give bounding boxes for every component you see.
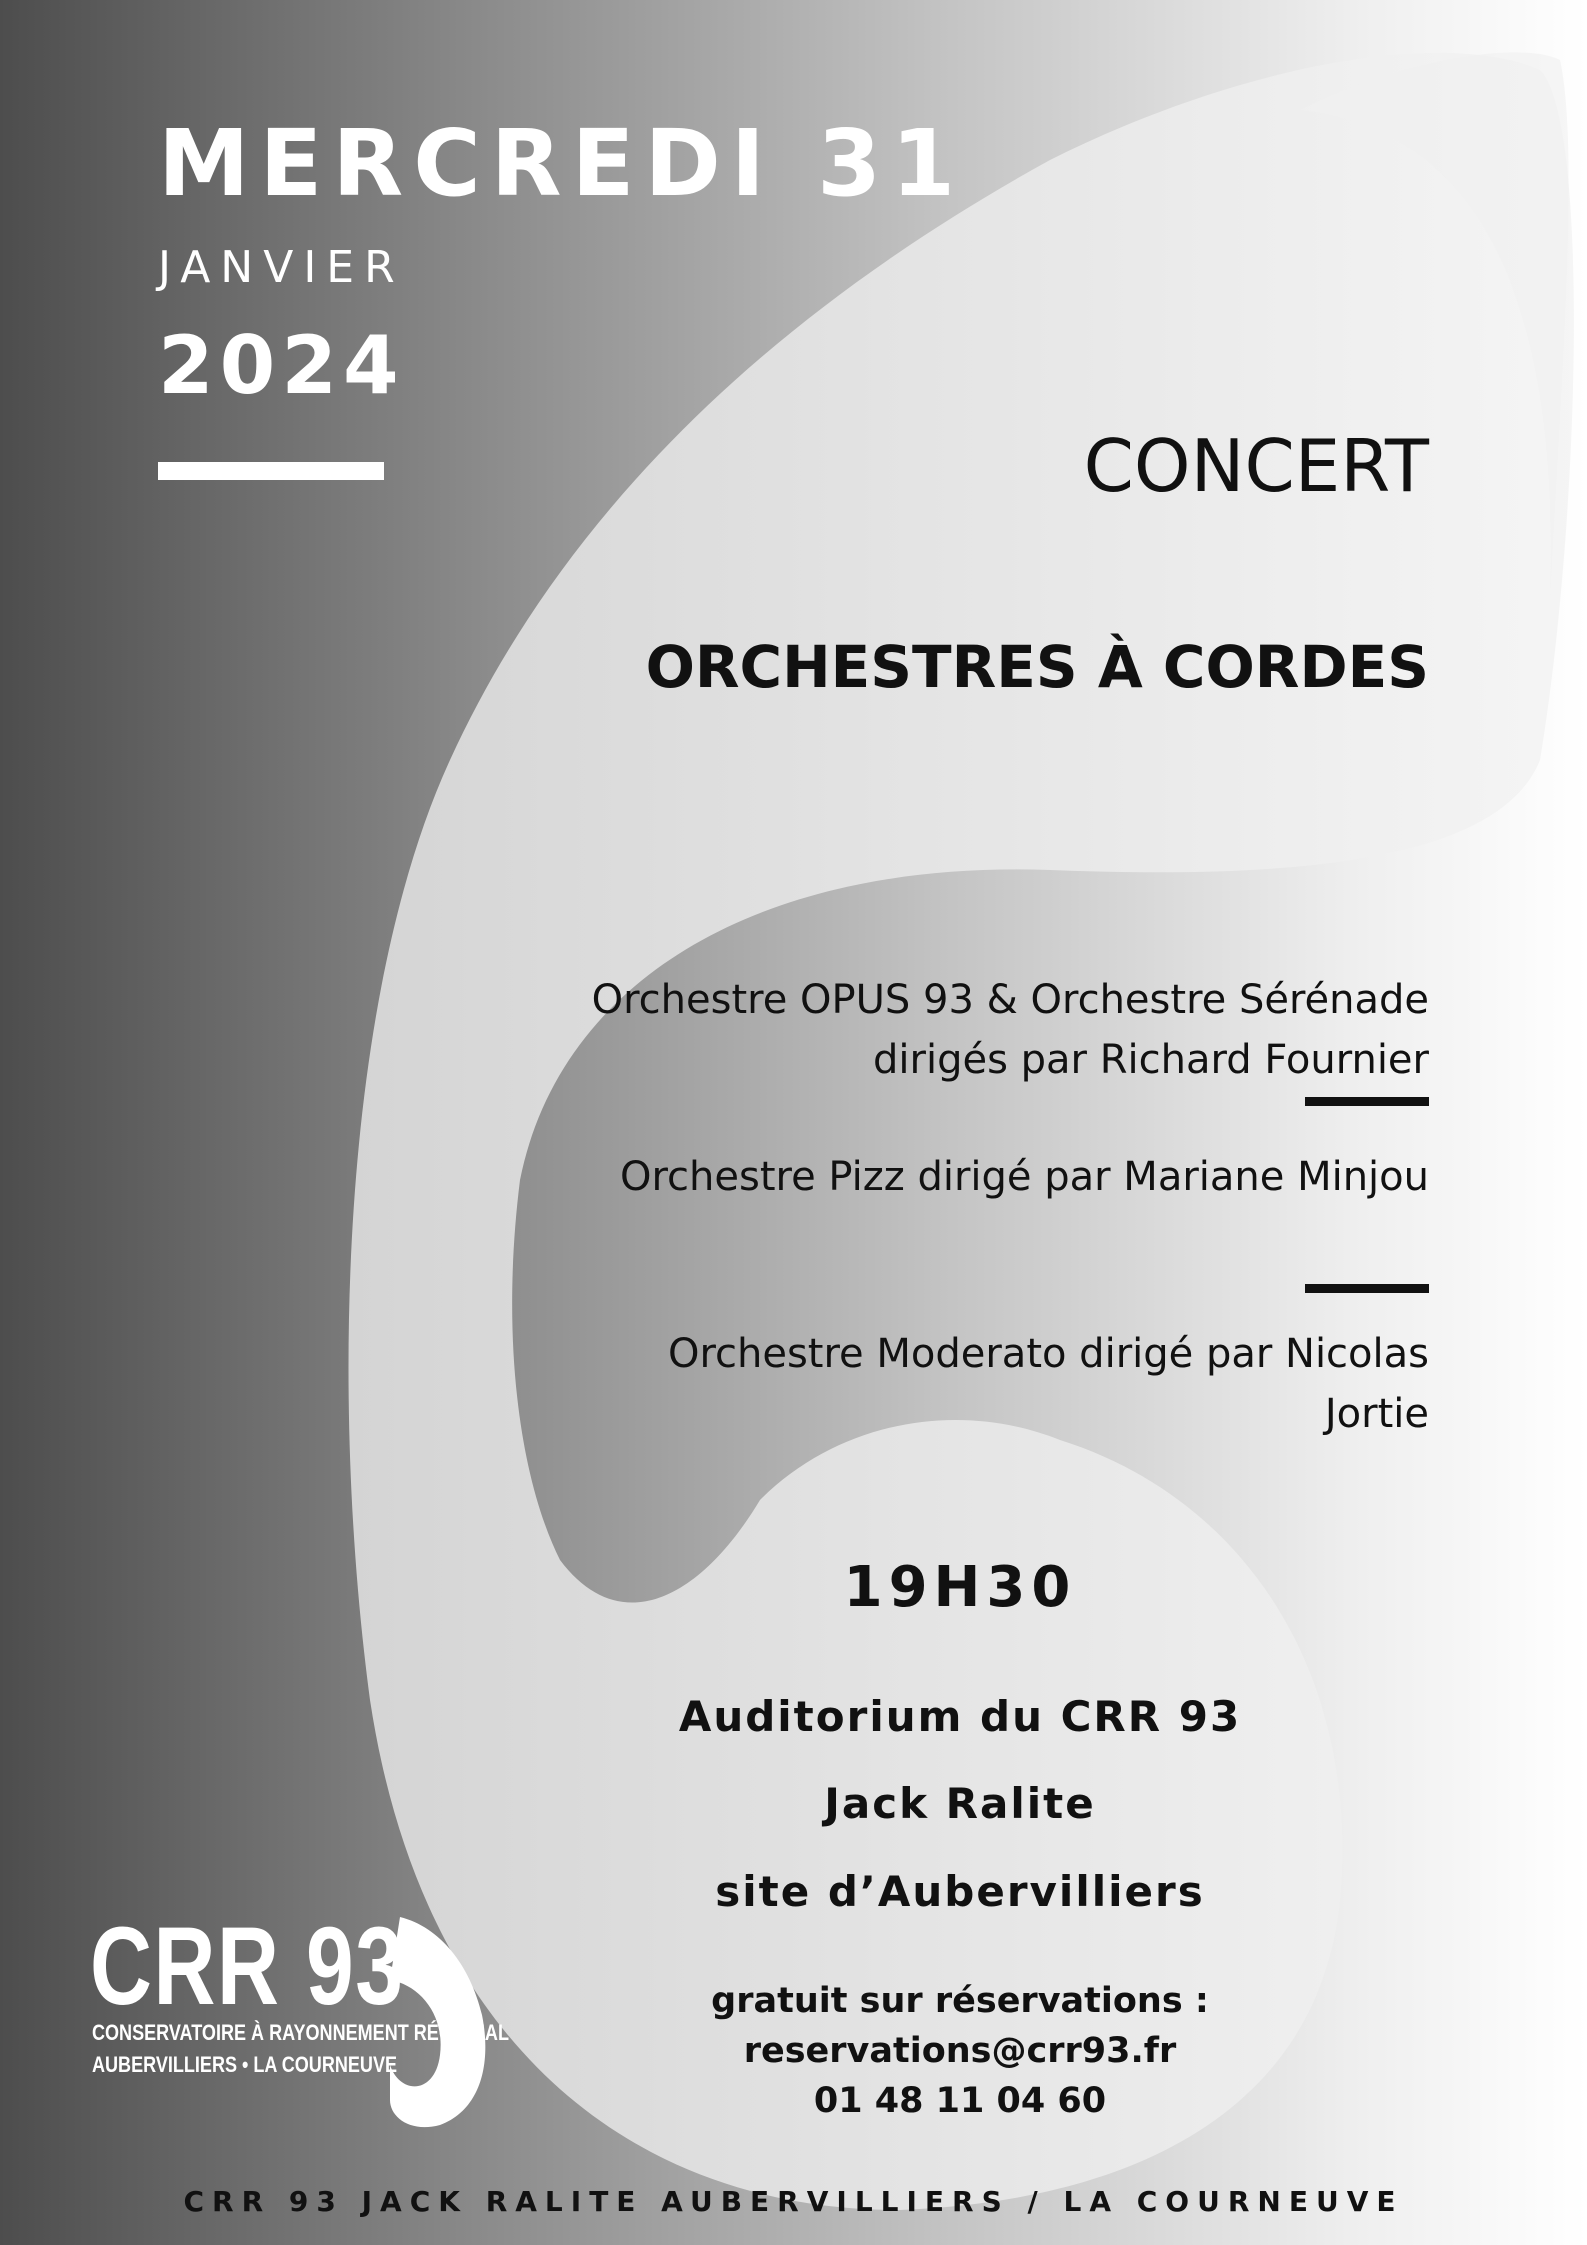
venue-line: Auditorium du CRR 93 [678, 1692, 1242, 1741]
orchestra-item: Orchestre Pizz dirigé par Mariane Minjou [619, 1154, 1429, 1200]
orchestra-item: Orchestre Moderato dirigé par Nicolas Jortie [667, 1331, 1429, 1437]
venue-line: Jack Ralite [824, 1779, 1096, 1828]
event-type: CONCERT [1083, 424, 1429, 508]
separator-line [1305, 1284, 1429, 1293]
event-time: 19H30 [843, 1555, 1077, 1620]
date-underline [158, 462, 384, 480]
venue-line: site d’Aubervilliers [715, 1867, 1205, 1916]
date-day: MERCREDI 31 [158, 110, 966, 217]
date-year: 2024 [158, 319, 405, 412]
logo-subtitle: AUBERVILLIERS • LA COURNEUVE [92, 2052, 398, 2077]
reservation-text: gratuit sur réservations : [711, 1981, 1209, 2021]
separator-line [1305, 1097, 1429, 1106]
logo-text: CRR 93 [90, 1905, 405, 2028]
event-title: ORCHESTRES À CORDES [645, 633, 1429, 701]
reservation-email-link[interactable]: reservations@crr93.fr [743, 2031, 1177, 2071]
date-month: JANVIER [158, 242, 405, 293]
reservation-phone: 01 48 11 04 60 [813, 2081, 1107, 2121]
orchestra-item: Orchestre OPUS 93 & Orchestre Sérénade dirigés par Richard Fournier [591, 977, 1429, 1083]
logo-subtitle: CONSERVATOIRE À RAYONNEMENT RÉGIONAL [92, 2020, 509, 2045]
footer-text: CRR 93 JACK RALITE AUBERVILLIERS / LA COURNEUVE [183, 2185, 1404, 2218]
